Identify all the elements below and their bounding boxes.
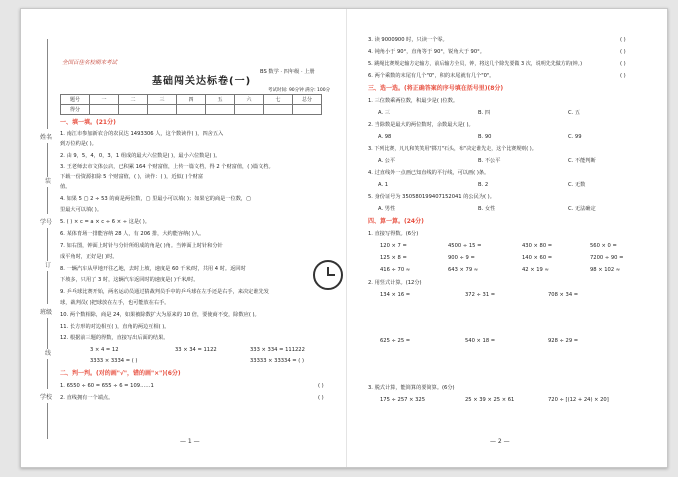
score-cell: 六 xyxy=(235,95,264,105)
score-cell: 四 xyxy=(177,95,206,105)
vertical-calc: 708 × 34 = xyxy=(548,292,579,298)
oral-calc: 98 × 102 ≈ xyxy=(590,267,621,273)
clock-minute-hand xyxy=(327,274,335,276)
slogan: 全国百佳名校期末考试 xyxy=(62,60,118,66)
calc-line: 33333 × 33334 = ( ) xyxy=(250,358,304,364)
calc-line: 3 × 4 = 12 xyxy=(90,347,119,353)
cut-line xyxy=(47,39,48,439)
vertical-calc: 625 ÷ 25 = xyxy=(380,338,411,344)
judge-line: 6. 两个乘数的末尾有几个"0"，积的末尾就有几个"0"。 xyxy=(368,73,495,79)
score-input[interactable] xyxy=(177,105,206,115)
judge-answer[interactable]: ( ) xyxy=(318,383,324,389)
exam-info: 考试时间: 90分钟 满分: 100分 xyxy=(268,88,331,93)
judge-answer[interactable]: ( ) xyxy=(620,73,626,79)
oral-calc: 900 ÷ 9 = xyxy=(448,255,475,261)
choice-option[interactable]: B. 90 xyxy=(478,134,492,140)
binding-mark-1: 装 xyxy=(42,177,54,187)
judge-answer[interactable]: ( ) xyxy=(620,49,626,55)
judge-answer[interactable]: ( ) xyxy=(620,61,626,67)
question-line: 下载一份资源扣除 5 个财富值，( )，读作：( )，近似( )个财富 xyxy=(60,174,204,180)
question-line: 4. 如果 5 ▢ 2 ÷ 53 的商是两位数，▢ 里最小可以填( )；如果它的商是一位数，▢ xyxy=(60,196,251,202)
binding-margin xyxy=(21,9,61,467)
page-title: 基础闯关达标卷(一) xyxy=(152,76,252,87)
score-input[interactable] xyxy=(293,105,322,115)
clock-icon xyxy=(313,260,343,290)
score-table xyxy=(60,94,322,115)
choice-option[interactable]: C. 无法确定 xyxy=(568,206,596,212)
score-cell: 得分 xyxy=(61,105,90,115)
subsection-title: 2. 用竖式计算。(12分) xyxy=(368,280,422,286)
question-line: 3. 王老师去市文体公店，已积累 164 个财富值，上传一篇文档，得 2 个财富值，( )篇文档。 xyxy=(60,164,274,170)
oral-calc: 4500 ÷ 15 = xyxy=(448,243,482,249)
score-value-row xyxy=(61,105,322,115)
question-line: 10. 两个数相除，商是 24，如果被除数扩大为原来的 10 倍，要使商不变，除数应( )。 xyxy=(60,312,260,318)
score-cell: 五 xyxy=(206,95,235,105)
page-fold xyxy=(346,9,347,467)
vertical-calc: 372 ÷ 31 = xyxy=(465,292,496,298)
score-input[interactable] xyxy=(235,105,264,115)
oral-calc: 125 × 8 = xyxy=(380,255,407,261)
oral-calc: 416 ÷ 70 ≈ xyxy=(380,267,411,273)
choice-option[interactable]: A. 男性 xyxy=(378,206,396,212)
choice-option[interactable]: A. 1 xyxy=(378,182,389,188)
score-cell: 题号 xyxy=(61,95,90,105)
choice-option[interactable]: C. 不能判断 xyxy=(568,158,596,164)
judge-line: 1. 6550 ÷ 60 = 655 ÷ 6 = 109……1 xyxy=(60,383,154,389)
choice-option[interactable]: A. 公平 xyxy=(378,158,396,164)
question-line: 下坡多，只用了 3 时，这辆汽车返回时的速度是( )千米/时。 xyxy=(60,277,199,283)
oral-calc: 430 × 80 = xyxy=(522,243,553,249)
name-label: 姓名 xyxy=(39,129,53,143)
subsection-title: 3. 脱式计算，能简算的要简算。(6分) xyxy=(368,385,455,391)
calc-line: 333 × 334 = 111222 xyxy=(250,347,305,353)
school-label: 学校 xyxy=(39,389,53,403)
choice-option[interactable]: B. 四 xyxy=(478,110,491,116)
oral-calc: 42 × 19 ≈ xyxy=(522,267,549,273)
question-line: 2. 由 9，5，4，0，3，1 组成的最大六位数是( )，最小六位数是( )。 xyxy=(60,153,221,159)
score-cell: 总分 xyxy=(293,95,322,105)
score-input[interactable] xyxy=(148,105,177,115)
question-line: 9. 乒乓球比赛开始，两名运动员通过猜裁判员手中的乒乓球在左手还是右手，来决定谁先发 xyxy=(60,289,269,295)
choice-option[interactable]: B. 女性 xyxy=(478,206,496,212)
choice-stem: 4. 过直线外一点画已知直线的平行线，可以画( )条。 xyxy=(368,170,490,176)
section-2-title: 二、判一判。(对的画"√"，错的画"×")(6分) xyxy=(60,370,181,377)
question-line: 8. 一辆汽车从甲地开往乙地，去时上坡，速度是 60 千米/时，共用 4 时。返回时 xyxy=(60,266,246,272)
question-line: 值。 xyxy=(60,184,71,190)
choice-option[interactable]: B. 2 xyxy=(478,182,489,188)
judge-line: 2. 直线拥有一个端点。 xyxy=(60,395,114,401)
section-4-title: 四、算一算。(24分) xyxy=(368,218,424,225)
score-input[interactable] xyxy=(206,105,235,115)
page-number-right: — 2 — xyxy=(490,438,510,445)
score-cell: 三 xyxy=(148,95,177,105)
step-calc: 720 ÷ [(12 + 24) × 20] xyxy=(548,397,609,403)
choice-option[interactable]: C. 无数 xyxy=(568,182,586,188)
vertical-calc: 540 × 18 = xyxy=(465,338,496,344)
score-cell: 二 xyxy=(119,95,148,105)
oral-calc: 120 × 7 = xyxy=(380,243,407,249)
question-line: 里最大可以填( )。 xyxy=(60,207,103,213)
score-input[interactable] xyxy=(264,105,293,115)
judge-line: 3. 读 9000900 时，只读一个零。 xyxy=(368,37,448,43)
section-1-title: 一、填一填。(21分) xyxy=(60,119,116,126)
student-id-label: 学号 xyxy=(39,214,53,228)
section-3-title: 三、选一选。(将正确答案的序号填在括号里)(8分) xyxy=(368,85,504,92)
oral-calc: 560 × 0 = xyxy=(590,243,617,249)
binding-mark-2: 订 xyxy=(42,261,54,271)
score-cell: 一 xyxy=(90,95,119,105)
question-line: 12. 根据前三题的得数，直接写出后面的结果。 xyxy=(60,335,169,341)
vertical-calc: 928 ÷ 29 = xyxy=(548,338,579,344)
oral-calc: 140 × 60 = xyxy=(522,255,553,261)
question-line: 11. 长方形的对边相互( )，直角的两边互相( )。 xyxy=(60,324,170,330)
vertical-calc: 134 × 16 = xyxy=(380,292,411,298)
subsection-title: 1. 直接写得数。(6分) xyxy=(368,231,419,237)
score-cell: 七 xyxy=(264,95,293,105)
choice-stem: 1. 三位数乘两位数，积最少是( )位数。 xyxy=(368,98,459,104)
calc-line: 3333 × 3334 = ( ) xyxy=(90,358,138,364)
binding-mark-3: 线 xyxy=(42,349,54,359)
judge-line: 4. 钝角小于 90°，直角等于 90°，锐角大于 90°。 xyxy=(368,49,485,55)
question-line: 6. 某体育场一排能容纳 28 人，有 206 排，大约能容纳( )人。 xyxy=(60,231,205,237)
choice-option[interactable]: B. 不公平 xyxy=(478,158,501,164)
judge-line: 5. 跳绳比赛规定输方定输方，前后输方全员，钟，将这几个除先要做 3 次，说明先先做方的(钟。) xyxy=(368,61,583,67)
choice-stem: 2. 当除数是最大的两位数时，余数最大是( )。 xyxy=(368,122,474,128)
step-calc: 25 × 39 × 25 × 61 xyxy=(465,397,515,403)
oral-calc: 643 × 79 ≈ xyxy=(448,267,479,273)
score-header-row xyxy=(61,95,322,105)
score-input[interactable] xyxy=(90,105,119,115)
score-input[interactable] xyxy=(119,105,148,115)
choice-stem: 5. 身份证号为 350580199407152041 的公民为( )。 xyxy=(368,194,495,200)
page-number-left: — 1 — xyxy=(180,438,200,445)
question-line: 成平角时，正好是( )时。 xyxy=(60,254,118,260)
question-line: 球，裁判员( )把球放在左手，也可能放在右手。 xyxy=(60,300,170,306)
choice-option[interactable]: C. 99 xyxy=(568,134,582,140)
choice-stem: 3. 下列比赛，凡凡和笑笑用"掷刀"石头，布"决定谁先走，这个比赛规则( )。 xyxy=(368,146,537,152)
question-line: 7. 如右图，钟面上时针与分针所组成的角是( )角。当钟面上时针和分针 xyxy=(60,243,223,249)
choice-option[interactable]: A. 三 xyxy=(378,110,390,116)
question-line: 1. 南江市参加新农合的农民达 1493306 人，这个数读作( )，四舍五入 xyxy=(60,131,224,137)
choice-option[interactable]: A. 98 xyxy=(378,134,392,140)
question-line: 5. ( ) × c = a × c ÷ 6 × ÷ 这是( )。 xyxy=(60,219,150,225)
question-line: 到万位约是( )。 xyxy=(60,141,97,147)
judge-answer[interactable]: ( ) xyxy=(620,37,626,43)
step-calc: 175 ÷ 257 × 325 xyxy=(380,397,425,403)
choice-option[interactable]: C. 五 xyxy=(568,110,581,116)
calc-line: 33 × 34 = 1122 xyxy=(175,347,217,353)
class-label: 班级 xyxy=(39,304,53,318)
book-info: BS 数学 · 四年级 · 上册 xyxy=(260,69,315,75)
judge-answer[interactable]: ( ) xyxy=(318,395,324,401)
oral-calc: 7200 ÷ 90 = xyxy=(590,255,624,261)
